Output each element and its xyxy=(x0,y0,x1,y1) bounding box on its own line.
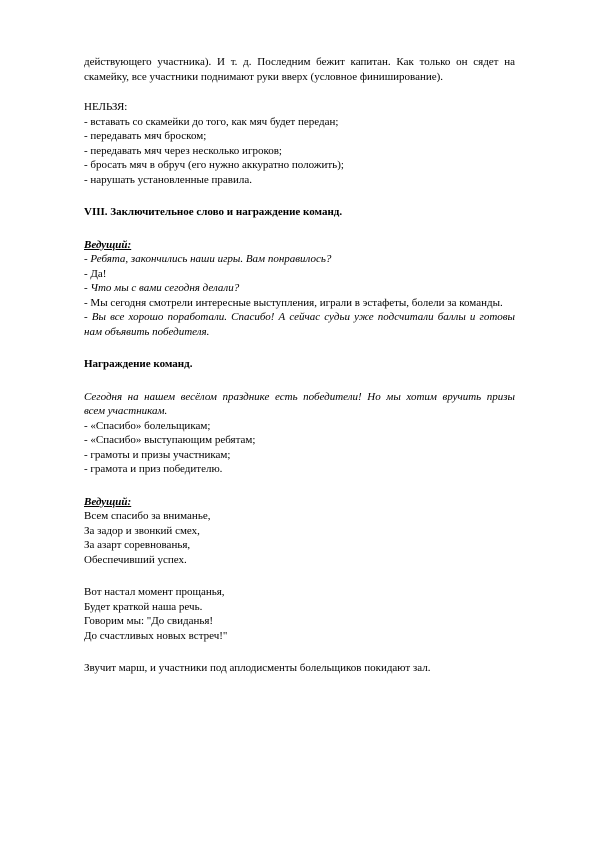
dialogue-line: - Вы все хорошо поработали. Спасибо! А сейчас судьи уже подсчитали баллы и готовы xyxy=(84,311,515,323)
poem-line: Говорим мы: "До свиданья! xyxy=(84,615,214,627)
closing-text: Звучит марш, и участники под аплодисменты болельщиков покидают зал. xyxy=(84,662,431,674)
host-label: Ведущий: xyxy=(84,495,132,508)
forbidden-item: - нарушать установленные правила. xyxy=(84,173,252,186)
awards-item: - «Спасибо» выступающим ребятам; xyxy=(84,434,256,446)
dialogue-line: - Ребята, закончились наши игры. Вам понравилось? xyxy=(84,253,332,265)
poem-line: Обеспечивший успех. xyxy=(84,553,187,566)
dialogue-line: - Мы сегодня смотрели интересные выступления, играли в эстафеты, болели за команды. xyxy=(84,296,503,309)
forbidden-item: - передавать мяч через несколько игроков; xyxy=(84,144,282,157)
awards-intro-line-2: всем участникам. xyxy=(84,405,168,417)
forbidden-item: - вставать со скамейки до того, как мяч будет передан; xyxy=(84,115,339,128)
awards-item: - грамоты и призы участникам; xyxy=(84,448,231,461)
awards-item: - «Спасибо» болельщикам; xyxy=(84,419,211,432)
awards-intro-line-1: Сегодня на нашем весёлом празднике есть победители! Но мы хотим вручить призы xyxy=(84,390,515,403)
poem-line: Всем спасибо за вниманье, xyxy=(84,510,211,522)
awards-item: - грамота и приз победителю. xyxy=(84,463,223,475)
poem-line: До счастливых новых встреч!" xyxy=(84,629,228,642)
dialogue-line: нам объявить победителя. xyxy=(84,325,210,338)
document-page xyxy=(84,55,515,676)
intro-line-1: действующего участника). И т. д. Последним бежит капитан. Как только он сядет на xyxy=(84,56,515,68)
awards-heading: Награждение команд. xyxy=(84,358,193,370)
section-heading: VIII. Заключительное слово и награждение команд. xyxy=(84,206,343,218)
dialogue-line: - Да! xyxy=(84,267,107,280)
poem-line: Будет краткой наша речь. xyxy=(84,600,203,613)
intro-line-2: скамейку, все участники поднимают руки вверх (условное финиширование). xyxy=(84,70,444,83)
poem-line: За азарт соревнованья, xyxy=(84,539,191,551)
poem-line: За задор и звонкий смех, xyxy=(84,524,200,537)
forbidden-item: - бросать мяч в обруч (его нужно аккуратно положить); xyxy=(84,159,344,171)
forbidden-heading: НЕЛЬЗЯ: xyxy=(84,101,128,113)
dialogue-line: - Что мы с вами сегодня делали? xyxy=(84,282,240,294)
poem-line: Вот настал момент прощанья, xyxy=(84,586,225,598)
host-label: Ведущий: xyxy=(84,238,132,251)
forbidden-item: - передавать мяч броском; xyxy=(84,130,207,142)
